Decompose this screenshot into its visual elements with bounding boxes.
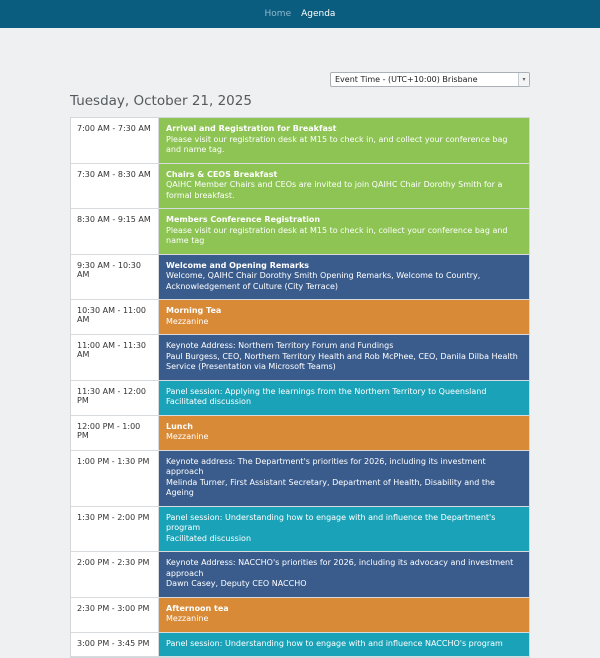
session-block[interactable] xyxy=(159,416,529,450)
session-time: 7:00 AM - 7:30 AM xyxy=(71,118,159,163)
session-title[interactable]: Morning Tea xyxy=(166,306,222,315)
session-title[interactable]: Welcome and Opening Remarks xyxy=(166,260,310,270)
agenda-row xyxy=(71,507,529,553)
session-title[interactable]: Panel session: Applying the learnings from the Northern Territory to Queensland xyxy=(166,386,487,396)
session-block[interactable] xyxy=(159,335,529,380)
session-detail: QAIHC Member Chairs and CEOs are invited to join QAIHC Chair Dorothy Smith for a formal breakfast. xyxy=(166,180,503,200)
session-time: 10:30 AM - 11:00 AM xyxy=(71,300,159,334)
session-time: 7:30 AM - 8:30 AM xyxy=(71,164,159,209)
session-block[interactable] xyxy=(159,300,529,334)
session-title[interactable]: Keynote Address: NACCHO's priorities for 2026, including its advocacy and investment approach xyxy=(166,558,514,578)
session-title[interactable]: Chairs & CEOS Breakfast xyxy=(166,169,278,179)
session-block[interactable] xyxy=(159,552,529,597)
session-time: 8:30 AM - 9:15 AM xyxy=(71,209,159,254)
session-title[interactable]: Arrival and Registration for Breakfast xyxy=(166,124,337,133)
session-detail: Please visit our registration desk at M15 to check in, and collect your conference bag and name tag. xyxy=(166,134,508,154)
session-block[interactable] xyxy=(159,118,529,163)
session-title[interactable]: Keynote address: The Department's priorities for 2026, including its investment approach xyxy=(166,456,486,476)
agenda-row xyxy=(71,633,529,658)
agenda-table xyxy=(70,117,530,658)
agenda-row xyxy=(71,300,529,335)
session-block[interactable] xyxy=(159,164,529,209)
date-heading: Tuesday, October 21, 2025 xyxy=(70,93,252,109)
agenda-row xyxy=(71,552,529,598)
session-block[interactable] xyxy=(159,381,529,415)
session-block[interactable] xyxy=(159,209,529,254)
session-title[interactable]: Keynote Address: Northern Territory Forum and Fundings xyxy=(166,341,394,350)
session-title[interactable]: Afternoon tea xyxy=(166,603,229,613)
agenda-row xyxy=(71,451,529,507)
session-detail: Mezzanine xyxy=(166,432,209,441)
session-title[interactable]: Panel session: Understanding how to engage with and influence NACCHO's program xyxy=(166,638,503,648)
session-block[interactable] xyxy=(159,255,529,300)
session-time: 2:30 PM - 3:00 PM xyxy=(71,598,159,632)
agenda-row xyxy=(71,598,529,633)
session-block[interactable] xyxy=(159,598,529,632)
session-detail: Paul Burgess, CEO, Northern Territory Health and Rob McPhee, CEO, Danila Dilba Health Service (Presentation via Microsoft Teams) xyxy=(166,351,518,371)
agenda-row xyxy=(71,335,529,381)
nav-link-home[interactable]: Home xyxy=(264,9,292,19)
session-detail: Mezzanine xyxy=(166,316,209,326)
session-time: 11:30 AM - 12:00 PM xyxy=(71,381,159,415)
session-title[interactable]: Members Conference Registration xyxy=(166,215,321,224)
session-title[interactable]: Panel session: Understanding how to engage with and influence the Department's program xyxy=(166,512,496,532)
session-time: 2:00 PM - 2:30 PM xyxy=(71,552,159,597)
session-block[interactable] xyxy=(159,451,529,506)
agenda-row xyxy=(71,118,529,164)
timezone-selected-value: Event Time - (UTC+10:00) Brisbane xyxy=(335,75,478,84)
agenda-row xyxy=(71,381,529,416)
session-time: 9:30 AM - 10:30 AM xyxy=(71,255,159,300)
session-detail: Welcome, QAIHC Chair Dorothy Smith Opening Remarks, Welcome to Country, Acknowledgement of Culture (City Terrace) xyxy=(166,271,481,291)
session-time: 11:00 AM - 11:30 AM xyxy=(71,335,159,380)
session-time: 1:00 PM - 1:30 PM xyxy=(71,451,159,506)
session-detail: Dawn Casey, Deputy CEO NACCHO xyxy=(166,579,307,588)
session-detail: Facilitated discussion xyxy=(166,397,252,406)
timezone-select[interactable] xyxy=(330,72,530,87)
session-time: 1:30 PM - 2:00 PM xyxy=(71,507,159,552)
agenda-row xyxy=(71,164,529,210)
agenda-row xyxy=(71,209,529,255)
session-title[interactable]: Lunch xyxy=(166,421,193,431)
session-block[interactable] xyxy=(159,507,529,552)
chevron-down-icon[interactable]: ▾ xyxy=(518,73,529,86)
nav-link-agenda[interactable]: Agenda xyxy=(301,9,336,19)
session-time: 12:00 PM - 1:00 PM xyxy=(71,416,159,450)
session-detail: Melinda Turner, First Assistant Secretary, Department of Health, Disability and the Ageing xyxy=(166,477,495,497)
top-nav-bar xyxy=(0,0,600,28)
session-block[interactable] xyxy=(159,633,529,657)
session-detail: Mezzanine xyxy=(166,614,209,623)
session-detail: Please visit our registration desk at M15 to check in, collect your conference bag and name tag xyxy=(166,225,508,245)
agenda-row xyxy=(71,416,529,451)
session-detail: Facilitated discussion xyxy=(166,533,252,543)
session-time: 3:00 PM - 3:45 PM xyxy=(71,633,159,657)
agenda-row xyxy=(71,255,529,301)
